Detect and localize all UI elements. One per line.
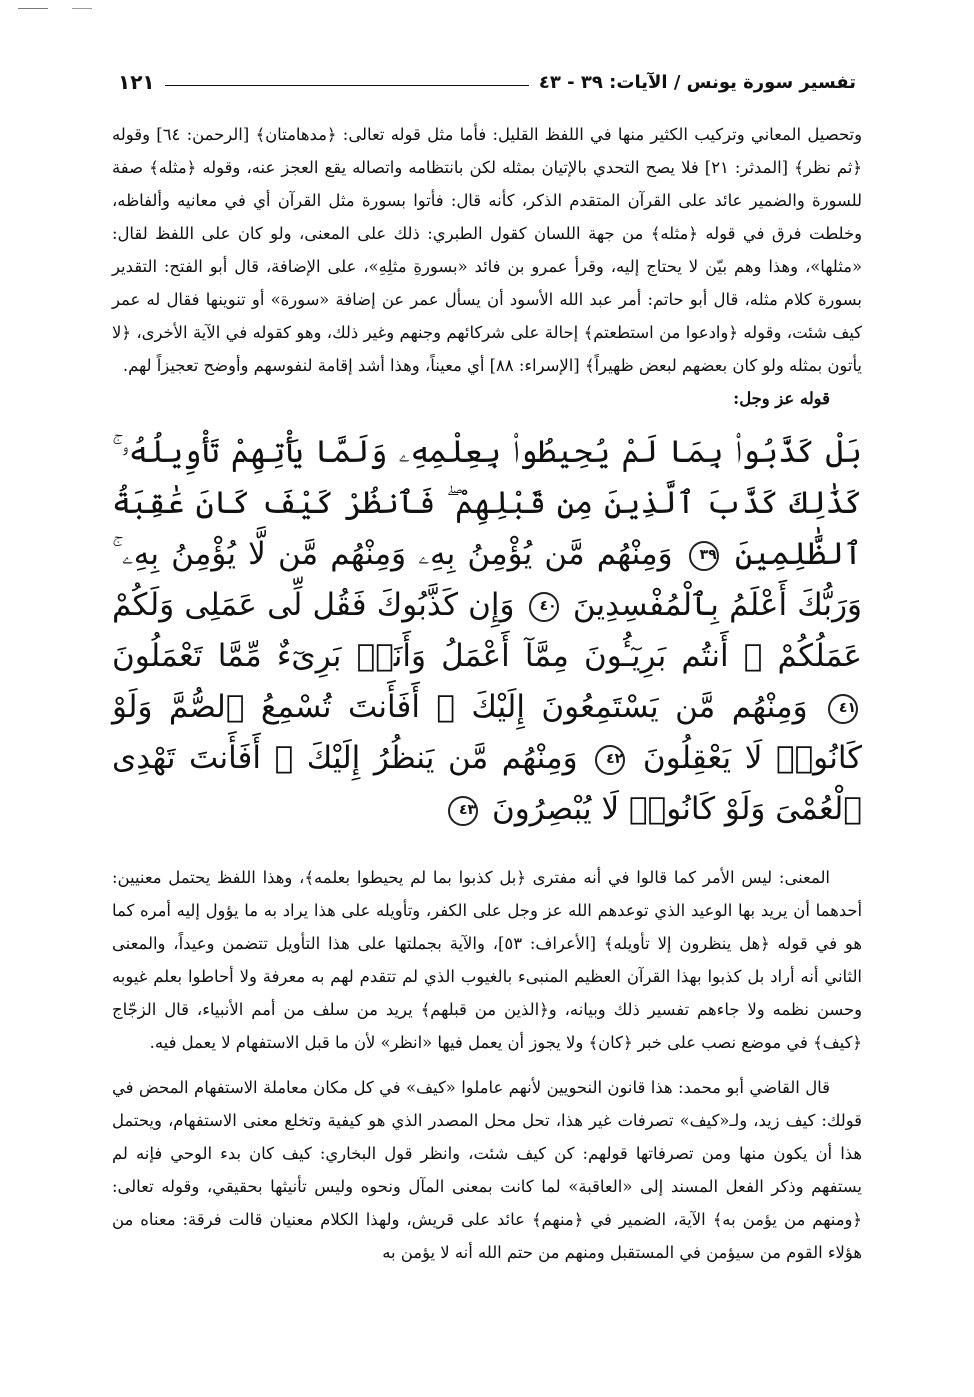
quran-verses-block [112,427,862,835]
verse-text: وَمِنْهُم مَّن يُؤْمِنُ بِهِۦ وَمِنْهُم مَّن لَّا يُؤْمِنُ بِهِۦ ۚ وَرَبُّكَ أَعْلَمُ بِٱلْمُفْسِدِينَ [112,536,863,623]
verse-number-mark: ٤٠ [529,592,559,622]
scan-corner-mark [72,8,92,9]
page-number: ١٢١ [118,70,155,94]
verse-number-mark: ٤١ [828,694,858,724]
verse-text: وَإِن كَذَّبُوكَ فَقُل لِّى عَمَلِى وَلَكُمْ عَمَلُكُمْ ۖ أَنتُم بَرِيٓـُٔونَ مِمَّآ أَعْمَلُ وَأَنَا۠ بَرِىٓءٌ مِّمَّا تَعْمَلُونَ [112,587,862,674]
running-title: تفسير سورة يونس / الآيات: ٣٩ - ٤٣ [538,71,856,93]
verse-intro: قوله عز وجل: [733,389,830,408]
page-body [112,118,862,1269]
commentary-paragraph-2: المعنى: ليس الأمر كما قالوا في أنه مفترى ﴿بل كذبوا بما لم يحيطوا بعلمه﴾، وهذا اللفظ يحتمل معنيين: أحدهما أن يريد بها الوعيد الذي توعدهم الله عز وجل على الكفر، وتأويله على هذا يراد به ما يؤول إليه أمره كما هو في قوله ﴿هل ينظرون إلا تأويله﴾ [الأعراف: ٥٣]، والآية بجملتها على هذا التأويل تتضمن وعيداً، والمعنى الثاني أنه أراد بل كذبوا بهذا القرآن العظيم المنبىء بالغيوب الذي لم تتقدم لهم به معرفة ولا أحاطوا بعلم غيوبه وحسن نظمه ولا جاءهم تفسير ذلك وبيانه، و﴿الذين من قبلهم﴾ يريد من سلف من أمم الأنبياء، قال الزجّاج ﴿كيف﴾ في موضع نصب على خبر ﴿كان﴾ ولا يجوز أن يعمل فيها «انظر» لأن ما قبل الاستفهام لا يعمل فيه. [112,868,862,1052]
commentary-paragraph-3: قال القاضي أبو محمد: هذا قانون النحويين لأنهم عاملوا «كيف» في كل مكان معاملة الاستفهام المحض في قولك: كيف زيد، ولـ«كيف» تصرفات غير هذا، تحل محل المصدر الذي هو كيفية وتخلع معنى الاستفهام، ويحتمل هذا أن يكون منها ومن تصرفاتها قولهم: كن كيف شئت، وانظر قول البخاري: كيف كان بدء الوحي فإنه لم يستفهم وذكر الفعل المسند إلى «العاقبة» لما كانت بمعنى المآل ونحوه وليس تأنيثها بحقيقي، وقوله تعالى: ﴿ومنهم من يؤمن به﴾ الآية، الضمير في ﴿منهم﴾ عائد على قريش، ولهذا الكلام معنيان قالت فرقة: معناه من هؤلاء القوم من سيؤمن في المستقبل ومنهم من حتم الله أنه لا يؤمن به [112,1078,862,1262]
verse-text: وَمِنْهُم مَّن يَسْتَمِعُونَ إِلَيْكَ ۚ أَفَأَنتَ تُسْمِعُ ٱلصُّمَّ وَلَوْ كَانُوا۟ لَا يَعْقِلُونَ [112,689,863,776]
page-header [118,62,856,102]
verse-number-mark: ٤٢ [595,745,625,775]
scan-corner-mark [18,8,48,9]
verse-text: وَمِنْهُم مَّن يَنظُرُ إِلَيْكَ ۚ أَفَأَنتَ تَهْدِى ٱلْعُمْىَ وَلَوْ كَانُوا۟ لَا يُبْصِرُونَ [112,740,862,827]
verse-number-mark: ٤٣ [448,796,478,826]
verse-text: بَلْ كَذَّبُوا۟ بِمَا لَمْ يُحِيطُوا۟ بِعِلْمِهِۦ وَلَمَّا يَأْتِهِمْ تَأْوِيلُهُۥ ۚ كَذَٰلِكَ كَذَّبَ ٱلَّذِينَ مِن قَبْلِهِمْ ۖ فَٱنظُرْ كَيْفَ كَانَ عَٰقِبَةُ ٱلظَّٰلِمِينَ [112,434,863,572]
commentary-paragraph-1: وتحصيل المعاني وتركيب الكثير منها في اللفظ القليل: فأما مثل قوله تعالى: ﴿مدهامتان﴾ [الرحمن: ٦٤] وقوله ﴿ثم نظر﴾ [المدثر: ٢١] فلا يصح التحدي بالإتيان بمثله لكن بانتظامه واتصاله يقع العجز عنه، وقوله ﴿مثله﴾ صفة للسورة والضمير عائد على القرآن المتقدم الذكر، كأنه قال: فأتوا بسورة مثل القرآن أي في معانيه وألفاظه، وخلطت فرق في قوله ﴿مثله﴾ من جهة اللسان كقول الطبري: ذلك على المعنى، ولو كان على اللفظ لقال: «مثلها»، وهذا وهم بيّن لا يحتاج إليه، وقرأ عمرو بن فائد «بسورةِ مثلِهِ»، على الإضافة، قال أبو الفتح: التقدير بسورة كلام مثله، قال أبو حاتم: أمر عبد الله الأسود أن يسأل عمر عن إضافة «سورة» أو تنوينها فقال له عمر كيف شئت، وقوله ﴿وادعوا من استطعتم﴾ إحالة على شركائهم وجنهم وغير ذلك، وهو كقوله في الآية الأخرى، ﴿لا يأتون بمثله ولو كان بعضهم لبعض ظهيراً﴾ [الإسراء: ٨٨] أي معيناً، وهذا أشد إقامة لنفوسهم وأوضح تعجيزاً لهم. [112,125,863,375]
header-rule [165,85,529,86]
paragraph-gap [112,1059,862,1071]
verse-number-mark: ٣٩ [689,541,719,571]
